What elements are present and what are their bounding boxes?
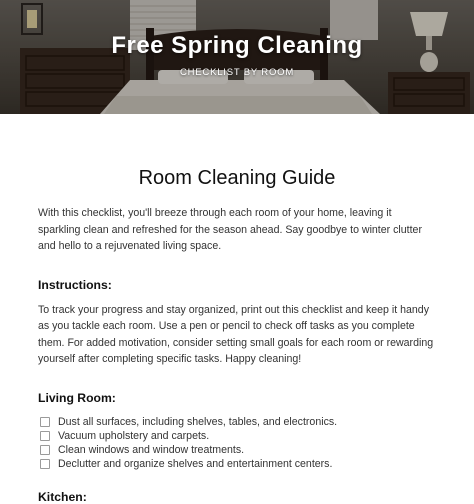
instructions-paragraph: To track your progress and stay organized, print out this checklist and keep it handy as you tackle each room. Use a pen or pencil to check off tasks as you complete them. For added motivation, consider setting small goals for each room or rewarding yourself after completing specific tasks. Happy cleaning! <box>38 303 434 365</box>
kitchen-heading: Kitchen: <box>38 490 87 504</box>
checklist-item-label: Declutter and organize shelves and entertainment centers. <box>58 458 333 471</box>
checkbox[interactable] <box>40 445 50 455</box>
living-room-checklist <box>38 415 436 472</box>
hero-subtitle: CHECKLIST BY ROOM <box>179 67 295 78</box>
checkbox[interactable] <box>40 459 50 469</box>
checklist-item <box>38 429 436 443</box>
checklist-item <box>38 415 436 429</box>
checklist-item-label: Dust all surfaces, including shelves, tables, and electronics. <box>58 415 338 428</box>
checklist-item <box>38 457 436 471</box>
hero-banner <box>0 0 474 114</box>
living-room-heading: Living Room: <box>38 390 116 405</box>
intro-paragraph: With this checklist, you'll breeze through each room of your home, leaving it sparkling clean and refreshed for the season ahead. Say goodbye to winter clutter and hello to a rejuvenated living space. <box>38 207 422 252</box>
checklist-item-label: Clean windows and window treatments. <box>58 443 245 456</box>
document-body <box>0 114 474 504</box>
checklist-item-label: Vacuum upholstery and carpets. <box>58 429 210 442</box>
checkbox[interactable] <box>40 417 50 427</box>
checklist-item <box>38 443 436 457</box>
page-title: Room Cleaning Guide <box>138 167 336 189</box>
instructions-heading: Instructions: <box>38 277 112 292</box>
checkbox[interactable] <box>40 431 50 441</box>
hero-title: Free Spring Cleaning <box>111 32 363 59</box>
